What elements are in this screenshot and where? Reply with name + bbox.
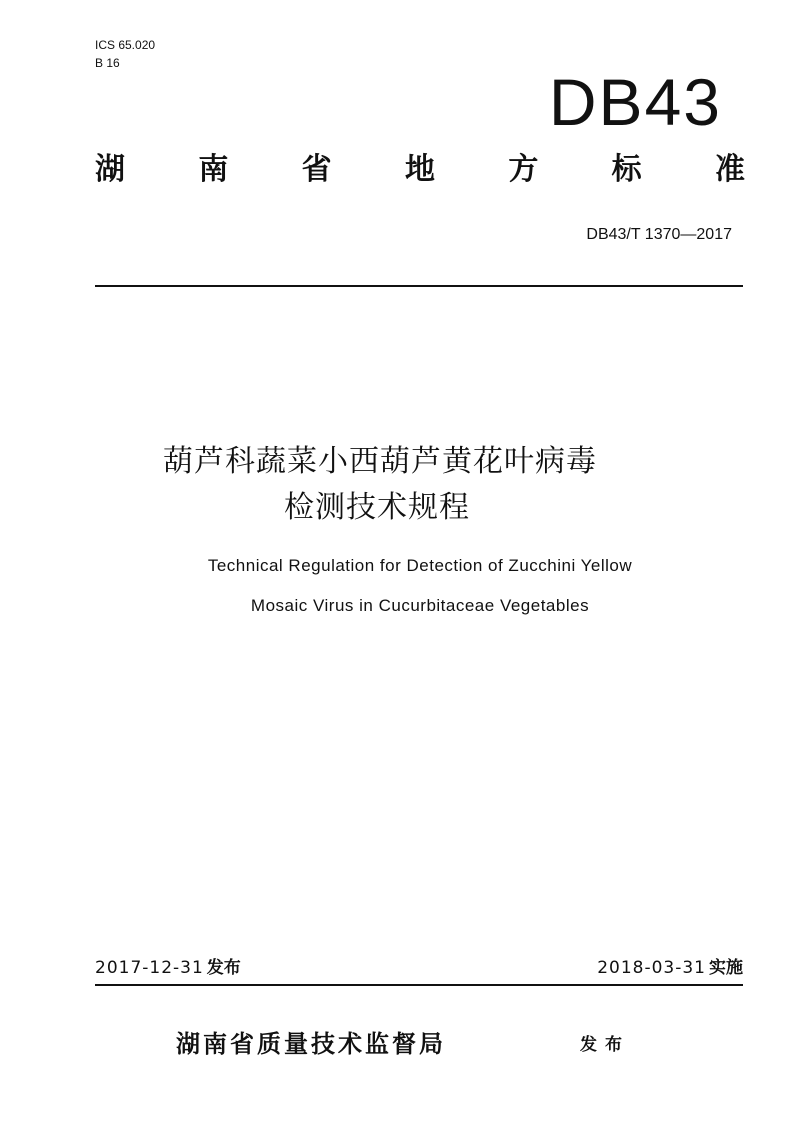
ics-code: ICS 65.020 [95,38,156,52]
standard-type-char: 湖 [95,152,125,187]
standard-type-heading [95,150,745,190]
issue-date-block [95,956,241,980]
standard-number: DB43/T 1370—2017 [586,226,732,243]
issuer-verb: 发布 [580,1035,630,1055]
ccs-code: B 16 [95,56,120,70]
implement-date-block [597,956,743,980]
db-code-mark: DB43 [548,65,722,139]
standard-type-char: 准 [714,152,745,187]
implement-label: 实施 [709,958,743,978]
title-cn-line2: 检测技术规程 [284,490,470,525]
issue-label: 发布 [206,958,241,978]
standard-type-char: 标 [611,152,642,187]
standard-type-char: 方 [508,152,539,187]
standard-type-char: 地 [404,152,435,187]
title-cn-line1: 葫芦科蔬菜小西葫芦黄花叶病毒 [163,444,597,479]
issue-date: 2017-12-31 [95,958,204,978]
issuer-name: 湖南省质量技术监督局 [176,1030,446,1058]
standard-type-char: 省 [301,152,332,187]
footer-divider [95,984,743,986]
standard-type-char: 南 [198,152,229,187]
title-en-line2: Mosaic Virus in Cucurbitaceae Vegetables [250,596,590,615]
title-en-line1: Technical Regulation for Detection of Zucchini Yellow [207,556,633,575]
implement-date: 2018-03-31 [597,958,706,978]
header-divider [95,285,743,287]
